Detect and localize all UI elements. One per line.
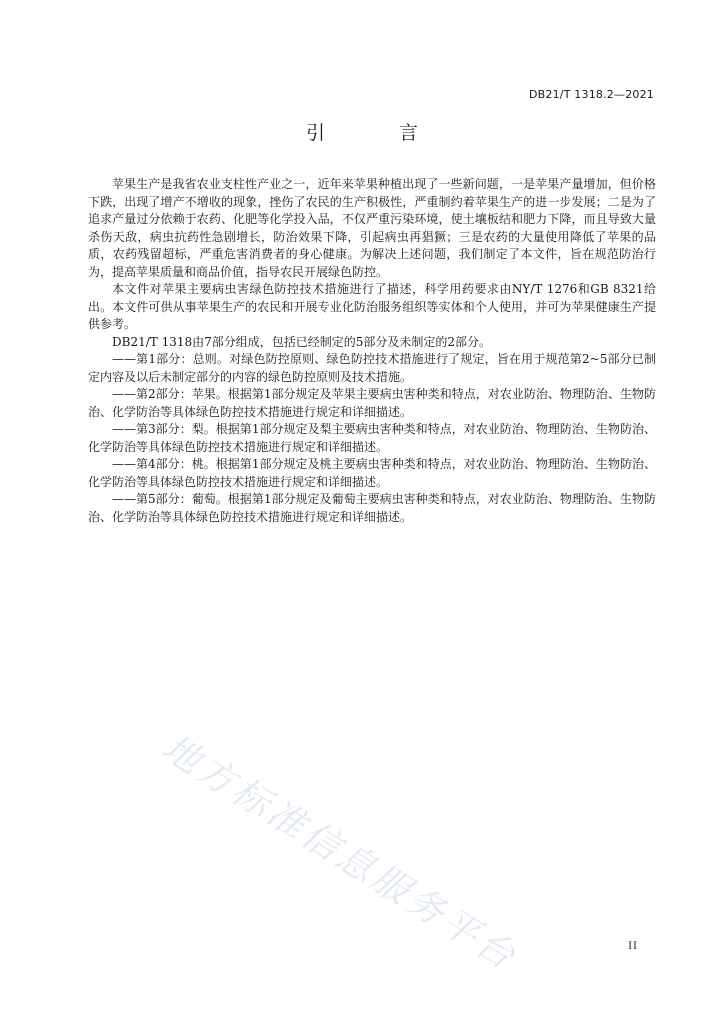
paragraph: 苹果生产是我省农业支柱性产业之一，近年来苹果种植出现了一些新问题，一是苹果产量增加，但价格下跌，出现了增产不增收的现象，挫伤了农民的生产积极性，严重制约着苹果生产的进一步发展；二是为了追求产量过分依赖于农药、化肥等化学投入品，不仅严重污染环境，使土壤板结和肥力下降，而且导致大量杀伤天敌，病虫抗药性急剧增长，防治效果下降，引起病虫再猖獗；三是农药的大量使用降低了苹果的品质，农药残留超标，严重危害消费者的身心健康。为解决上述问题，我们制定了本文件，旨在规范防治行为，提高苹果质量和商品价值，指导农民开展绿色防控。 — [88, 177, 656, 279]
paragraph: ——第4部分：桃。根据第1部分规定及桃主要病虫害种类和特点，对农业防治、物理防治、生物防治、化学防治等具体绿色防控技术措施进行规定和详细描述。 — [88, 457, 656, 489]
body-text — [88, 176, 656, 526]
watermark: 地方标准信息服务平台 — [154, 725, 526, 980]
paragraph: ——第5部分：葡萄。根据第1部分规定及葡萄主要病虫害种类和特点，对农业防治、物理防治、生物防治、化学防治等具体绿色防控技术措施进行规定和详细描述。 — [88, 492, 656, 524]
paragraph: ——第1部分：总则。对绿色防控原则、绿色防控技术措施进行了规定，旨在用于规范第2~5部分已制定内容及以后未制定部分的内容的绿色防控原则及技术措施。 — [88, 352, 656, 384]
page-title: 引 言 — [305, 122, 453, 144]
paragraph: ——第2部分：苹果。根据第1部分规定及苹果主要病虫害种类和特点，对农业防治、物理防治、生物防治、化学防治等具体绿色防控技术措施进行规定和详细描述。 — [88, 387, 656, 419]
page-number: II — [628, 941, 638, 952]
paragraph: 本文件对苹果主要病虫害绿色防控技术措施进行了描述，科学用药要求由NY/T 1276和GB 8321给出。本文件可供从事苹果生产的农民和开展专业化防治服务组织等实体和个人使用，并可为苹果健康生产提供参考。 — [88, 282, 656, 331]
document-code: DB21/T 1318.2—2021 — [528, 88, 654, 101]
paragraph: DB21/T 1318由7部分组成，包括已经制定的5部分及未制定的2部分。 — [112, 334, 492, 349]
paragraph: ——第3部分：梨。根据第1部分规定及梨主要病虫害种类和特点，对农业防治、物理防治、生物防治、化学防治等具体绿色防控技术措施进行规定和详细描述。 — [88, 422, 656, 454]
